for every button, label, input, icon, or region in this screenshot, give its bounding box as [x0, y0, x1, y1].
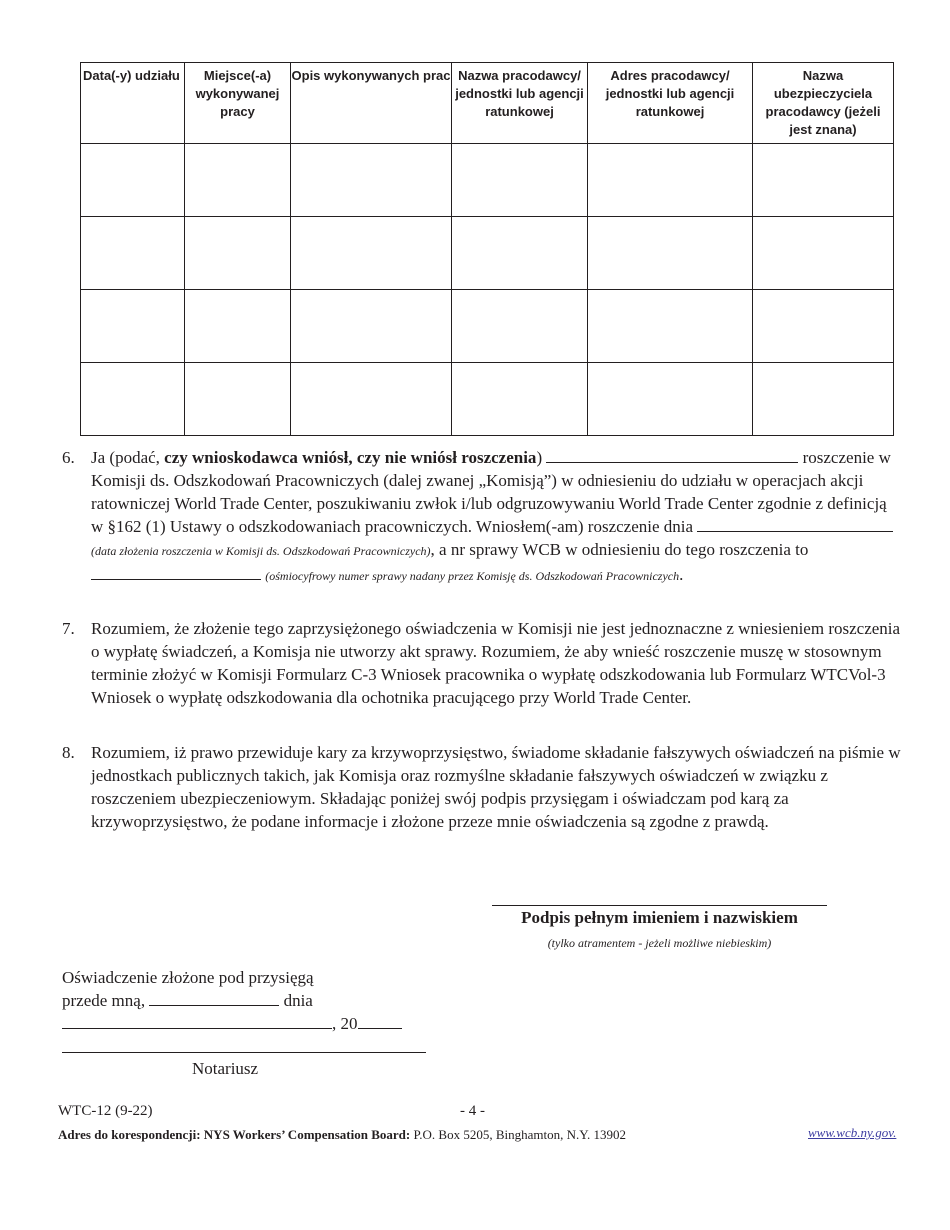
table-row	[81, 144, 894, 217]
header-dates: Data(-y) udziału	[81, 63, 185, 144]
item-6-date-note: (data złożenia roszczenia w Komisji ds. Odszkodowań Pracowniczych)	[91, 544, 431, 558]
table-cell[interactable]	[588, 217, 753, 290]
signature-line[interactable]	[492, 905, 827, 906]
notary-day-label: dnia	[283, 991, 313, 1010]
item-6	[62, 446, 902, 588]
item-6-end: .	[679, 565, 684, 584]
item-7	[62, 617, 902, 709]
claim-status-field[interactable]	[546, 447, 798, 463]
signature-note: (tylko atramentem - jeżeli możliwe niebieskim)	[547, 936, 772, 950]
notary-month-field[interactable]	[62, 1013, 332, 1029]
notary-line-3	[62, 1012, 402, 1035]
table-cell[interactable]	[81, 217, 185, 290]
item-8-text: Rozumiem, iż prawo przewiduje kary za krzywoprzysięstwo, świadome składanie fałszywych oświadczeń na piśmie w jednostkach publicznych takich, jak Komisja oraz rozmyślne składanie fałszywych oświadczeń w związku z roszczeniem ubezpieczeniowym. Składając poniżej swój podpis przysięgam i oświadczam pod karą za krzywoprzysięstwo, że podane informacje i złożone przeze mnie oświadczenia są zgodne z prawdą.	[91, 743, 901, 831]
website-link[interactable]: www.wcb.ny.gov.	[808, 1125, 897, 1140]
table-cell[interactable]	[452, 144, 588, 217]
mailing-address-value: P.O. Box 5205, Binghamton, N.Y. 13902	[413, 1127, 626, 1142]
table-cell[interactable]	[291, 144, 452, 217]
table-cell[interactable]	[588, 290, 753, 363]
notary-line-1: Oświadczenie złożone pod przysięgą	[62, 968, 314, 987]
item-8	[62, 741, 902, 833]
participation-table	[80, 62, 894, 436]
table-cell[interactable]	[81, 363, 185, 436]
mailing-address-label: Adres do korespondencji: NYS Workers’ Compensation Board:	[58, 1127, 411, 1142]
notary-year-field[interactable]	[358, 1013, 402, 1029]
table-cell[interactable]	[291, 290, 452, 363]
item-8-number: 8.	[62, 743, 75, 762]
page-number: - 4 -	[460, 1103, 485, 1119]
table-row	[81, 290, 894, 363]
mailing-address	[58, 1127, 626, 1143]
table-header-row	[81, 63, 894, 144]
item-6-case-note: (ośmiocyfrowy numer sprawy nadany przez Komisję ds. Odszkodowań Pracowniczych	[265, 569, 680, 583]
item-6-close: )	[536, 448, 543, 467]
table-cell[interactable]	[81, 290, 185, 363]
table-cell[interactable]	[753, 144, 894, 217]
table-row	[81, 363, 894, 436]
notary-label: Notariusz	[192, 1059, 259, 1078]
item-6-text: roszczenie w Komisji ds. Odszkodowań Pracowniczych (dalej zwanej „Komisją”) w odniesieniu do udziału w operacjach akcji ratowniczej World Trade Center, poszukiwaniu zwłok i/lub odgruzowywaniu World Trade Center zgodnie z definicją w §162 (1) Ustawy o odszkodowaniach pracowniczych. Wniosłem(-am) roszczenie dnia	[91, 448, 891, 536]
table-cell[interactable]	[185, 363, 291, 436]
form-code: WTC-12 (9-22)	[58, 1103, 153, 1119]
table-cell[interactable]	[185, 290, 291, 363]
item-7-text: Rozumiem, że złożenie tego zaprzysiężonego oświadczenia w Komisji nie jest jednoznaczne z wniesieniem roszczenia o wypłatę świadczeń, a Komisja nie utworzy akt sprawy. Rozumiem, że aby wnieść roszczenie muszę w stosownym terminie złożyć w Komisji Formularz C-3 Wniosek pracownika o wypłatę odszkodowania lub Formularz WTCVol-3 Wniosek o wypłatę odszkodowania dla ochotnika pracującego przy World Trade Center.	[91, 619, 901, 707]
table-cell[interactable]	[452, 217, 588, 290]
notary-statement	[62, 966, 402, 1035]
table-cell[interactable]	[452, 290, 588, 363]
table-cell[interactable]	[588, 363, 753, 436]
header-employer-address: Adres pracodawcy/ jednostki lub agencji ratunkowej	[588, 63, 753, 144]
table-cell[interactable]	[753, 217, 894, 290]
table-cell[interactable]	[753, 363, 894, 436]
table-cell[interactable]	[185, 144, 291, 217]
table-cell[interactable]	[588, 144, 753, 217]
notary-before-me: przede mną,	[62, 991, 146, 1010]
notary-year-prefix: , 20	[332, 1014, 358, 1033]
header-insurer-name: Nazwa ubezpieczyciela pracodawcy (jeżeli jest znana)	[753, 63, 894, 144]
table-cell[interactable]	[291, 217, 452, 290]
notary-day-field[interactable]	[149, 990, 279, 1006]
table-cell[interactable]	[753, 290, 894, 363]
claim-date-field[interactable]	[697, 516, 893, 532]
item-6-mid: , a nr sprawy WCB w odniesieniu do tego roszczenia to	[430, 540, 809, 559]
signature-caption: Podpis pełnym imieniem i nazwiskiem	[521, 908, 798, 927]
header-work-location: Miejsce(-a) wykonywanej pracy	[185, 63, 291, 144]
notary-line-2	[62, 989, 402, 1012]
table-cell[interactable]	[291, 363, 452, 436]
item-6-bold-instruction: czy wnioskodawca wniósł, czy nie wniósł roszczenia	[164, 448, 537, 467]
notary-signature-line[interactable]	[62, 1052, 426, 1053]
table-row	[81, 217, 894, 290]
table-cell[interactable]	[185, 217, 291, 290]
header-work-description: Opis wykonywanych prac	[291, 63, 452, 144]
table-cell[interactable]	[81, 144, 185, 217]
table-cell[interactable]	[452, 363, 588, 436]
item-6-number: 6.	[62, 448, 75, 467]
item-7-number: 7.	[62, 619, 75, 638]
wcb-case-number-field[interactable]	[91, 564, 261, 580]
header-employer-name: Nazwa pracodawcy/ jednostki lub agencji ratunkowej	[452, 63, 588, 144]
item-6-intro: Ja (podać,	[91, 448, 165, 467]
